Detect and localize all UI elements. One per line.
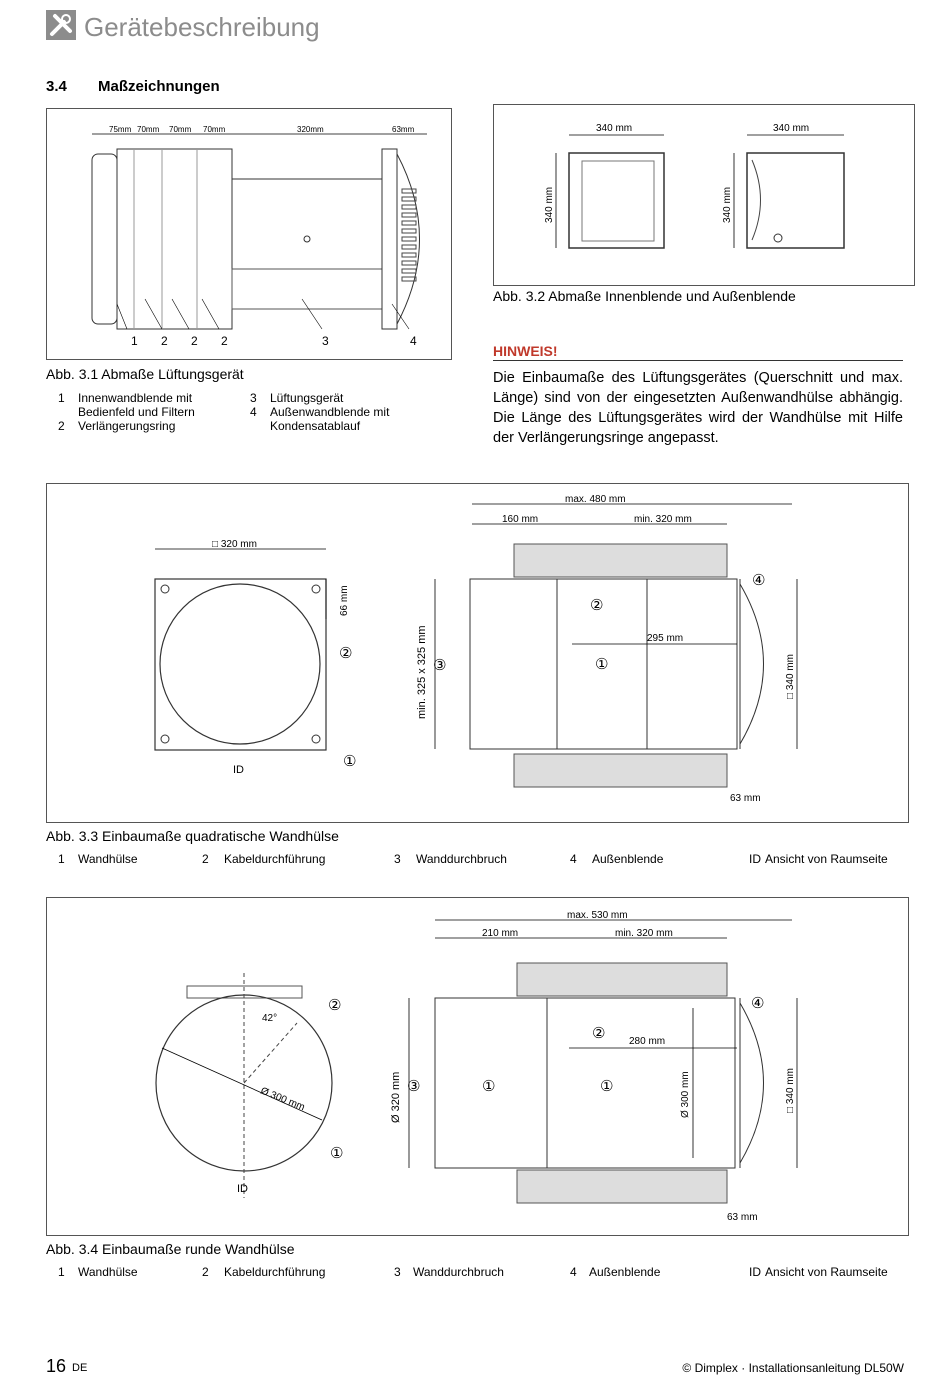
dim-340-top-right: 340 mm <box>773 123 810 134</box>
dim-square-340: □ 340 mm <box>785 654 796 699</box>
marker-id: ID <box>233 764 244 776</box>
page-header-title: Gerätebeschreibung <box>84 12 320 42</box>
legend-num: ID <box>749 1265 761 1279</box>
callout-1: 1 <box>131 334 138 348</box>
legend-text: Lüftungsgerät <box>270 391 344 405</box>
figure-3-1-frame <box>46 108 452 360</box>
figure-3-3-drawing <box>47 484 908 822</box>
marker-2-right: ② <box>592 1025 606 1042</box>
legend-text: Wandhülse <box>78 1265 138 1279</box>
dim-70-c: 70mm <box>203 125 226 134</box>
legend-num: 4 <box>570 852 577 866</box>
dim-min-320: min. 320 mm <box>615 928 673 939</box>
dim-70-b: 70mm <box>169 125 192 134</box>
legend-num: 3 <box>394 852 401 866</box>
dim-63: 63mm <box>392 125 415 134</box>
note-text: Die Einbaumaße des Lüftungsgerätes (Querschnitt und max. Länge) sind von der eingesetzten Außenwandhülse abhängig. Die Länge des Lüftungsgerätes wird der Wandhülse mit Hilfe der Verlängerungsringe angepasst. <box>493 370 903 446</box>
dim-160: 160 mm <box>502 514 539 525</box>
dim-dia-320: Ø 320 mm <box>390 1071 402 1123</box>
dim-42deg: 42° <box>262 1013 278 1024</box>
dim-320: 320mm <box>297 125 324 134</box>
note-header <box>493 342 903 361</box>
dim-66: 66 mm <box>339 585 350 616</box>
note-label: HINWEIS! <box>493 343 558 359</box>
marker-2: ② <box>328 997 342 1014</box>
section-number: 3.4 <box>46 78 67 95</box>
legend-num: 2 <box>202 1265 209 1279</box>
figure-3-3-caption: Abb. 3.3 Einbaumaße quadratische Wandhülse <box>46 828 339 844</box>
legend-text: Kabeldurchführung <box>224 852 326 866</box>
legend-text: Kondensatablauf <box>270 419 361 433</box>
marker-2-right: ② <box>590 597 604 614</box>
figure-3-1-caption: Abb. 3.1 Abmaße Lüftungsgerät <box>46 366 244 382</box>
legend-text: Außenblende <box>589 1265 661 1279</box>
footer-copyright: © Dimplex · Installationsanleitung DL50W <box>682 1361 904 1375</box>
legend-num: 1 <box>58 852 65 866</box>
dim-dia-300-right: Ø 300 mm <box>680 1071 691 1118</box>
marker-4: ④ <box>752 572 766 589</box>
dim-square-340: □ 340 mm <box>785 1068 796 1113</box>
dim-75: 75mm <box>109 125 132 134</box>
callout-2-c: 2 <box>221 334 228 348</box>
figure-3-3-frame <box>46 483 909 823</box>
marker-1-a: ① <box>482 1078 496 1095</box>
figure-3-4-frame <box>46 897 909 1236</box>
legend-text: Außenwandblende mit <box>270 405 390 419</box>
legend-text: Wanddurchbruch <box>416 852 507 866</box>
figure-3-2-caption: Abb. 3.2 Abmaße Innenblende und Außenblende <box>493 288 796 304</box>
marker-1: ① <box>330 1145 344 1162</box>
legend-text: Ansicht von Raumseite <box>765 852 888 866</box>
legend-text: Wandhülse <box>78 852 138 866</box>
marker-1-b: ① <box>600 1078 614 1095</box>
dim-dia-300: Ø 300 mm <box>258 1085 307 1114</box>
legend-text: Innenwandblende mit <box>78 391 193 405</box>
dim-max-530: max. 530 mm <box>567 910 628 921</box>
section-title: Maßzeichnungen <box>98 78 220 95</box>
legend-num: 4 <box>250 405 257 419</box>
dim-340-top-left: 340 mm <box>596 123 633 134</box>
figure-3-4-drawing <box>47 898 908 1235</box>
page-number: 16 <box>46 1356 67 1376</box>
figure-3-1-drawing <box>47 109 451 359</box>
marker-1-right: ① <box>595 656 609 673</box>
dim-210: 210 mm <box>482 928 519 939</box>
callout-3: 3 <box>322 334 329 348</box>
legend-num: 3 <box>250 391 257 405</box>
marker-2: ② <box>339 645 353 662</box>
marker-3: ③ <box>433 657 447 674</box>
legend-num: 4 <box>570 1265 577 1279</box>
dim-70-a: 70mm <box>137 125 160 134</box>
dim-63: 63 mm <box>727 1212 758 1223</box>
dim-max-480: max. 480 mm <box>565 494 626 505</box>
legend-text: Ansicht von Raumseite <box>765 1265 888 1279</box>
legend-num: 2 <box>58 419 65 433</box>
figure-3-2-frame <box>493 104 915 286</box>
dim-280: 280 mm <box>629 1036 666 1047</box>
legend-num: 3 <box>394 1265 401 1279</box>
callout-2-a: 2 <box>161 334 168 348</box>
dim-square-320: □ 320 mm <box>212 539 257 550</box>
dim-340-side-left: 340 mm <box>544 186 555 223</box>
callout-2-b: 2 <box>191 334 198 348</box>
dim-63: 63 mm <box>730 793 761 804</box>
dim-295: 295 mm <box>647 633 684 644</box>
legend-text: Außenblende <box>592 852 664 866</box>
legend-num: 2 <box>202 852 209 866</box>
marker-1: ① <box>343 753 357 770</box>
legend-num: 1 <box>58 1265 65 1279</box>
dim-340-side-right: 340 mm <box>722 186 733 223</box>
legend-text: Verlängerungsring <box>78 419 176 433</box>
figure-3-4-caption: Abb. 3.4 Einbaumaße runde Wandhülse <box>46 1241 295 1257</box>
tools-icon <box>46 10 76 40</box>
marker-id: ID <box>237 1183 248 1195</box>
figure-3-2-drawing <box>494 105 914 285</box>
marker-3: ③ <box>407 1078 421 1095</box>
page-language: DE <box>72 1362 88 1374</box>
legend-text: Bedienfeld und Filtern <box>78 405 195 419</box>
legend-num: 1 <box>58 391 65 405</box>
dim-min-325: min. 325 x 325 mm <box>416 625 428 719</box>
callout-4: 4 <box>410 334 417 348</box>
legend-num: ID <box>749 852 761 866</box>
legend-text: Wanddurchbruch <box>413 1265 504 1279</box>
dim-min-320: min. 320 mm <box>634 514 692 525</box>
marker-4: ④ <box>751 995 765 1012</box>
legend-text: Kabeldurchführung <box>224 1265 326 1279</box>
